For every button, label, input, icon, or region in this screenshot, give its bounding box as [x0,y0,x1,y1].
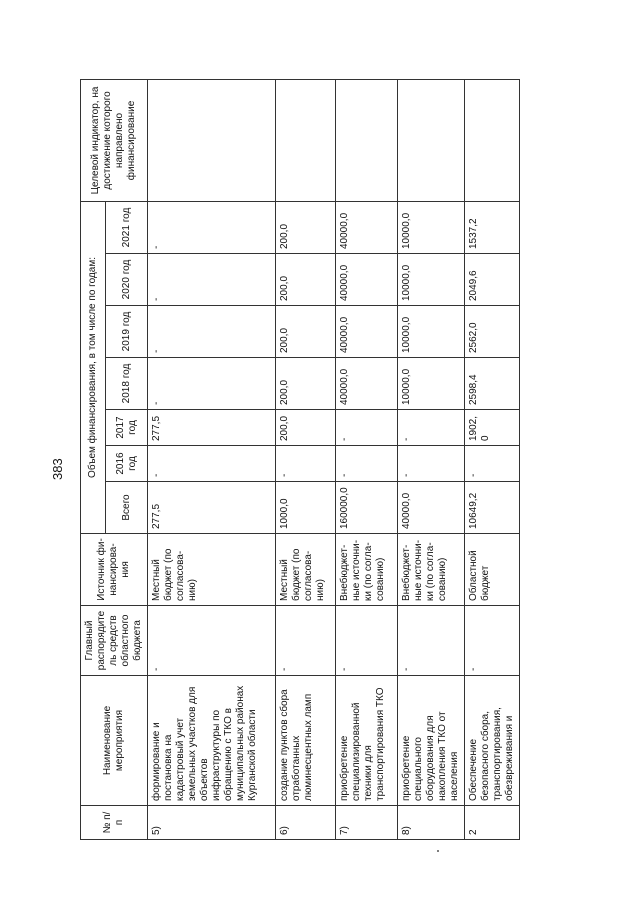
cell-manager: - [148,606,276,676]
cell-2017: 200,0 [276,410,336,446]
financing-table [80,79,520,840]
scan-speck [437,850,439,852]
header-volume: Объем финансирования, в том числе по годам: [81,201,106,533]
table-row [336,79,398,839]
header-manager: Главный распорядитель средств областного бюджета [81,606,148,676]
cell-target [276,79,336,201]
table-row [148,79,276,839]
cell-2021: - [148,201,276,253]
page-number: 383 [50,458,65,480]
cell-source: Местный бюджет (по согласова-нию) [276,534,336,606]
cell-total: 277,5 [148,482,276,534]
cell-2019: 10000,0 [398,306,465,358]
cell-2017: 277,5 [148,410,276,446]
cell-2018: 10000,0 [398,358,465,410]
cell-target [148,79,276,201]
header-2021: 2021 год [106,201,148,253]
header-2017: 2017 год [106,410,148,446]
header-row-1 [81,79,106,839]
cell-source: Внебюджет-ные источни-ки (по согла-сованию) [336,534,398,606]
cell-2019: 40000,0 [336,306,398,358]
cell-2019: - [148,306,276,358]
header-target: Целевой индикатор, на достижение которого направлено финансирование [81,79,148,201]
cell-num: 5) [148,806,276,840]
cell-manager: - [398,606,465,676]
cell-manager: - [336,606,398,676]
cell-2016: - [276,446,336,482]
cell-source: Областной бюджет [465,534,520,606]
cell-total: 1000,0 [276,482,336,534]
cell-num: 2 [465,806,520,840]
table-row [276,79,336,839]
cell-target [336,79,398,201]
cell-num: 8) [398,806,465,840]
cell-manager: - [276,606,336,676]
cell-total: 40000,0 [398,482,465,534]
cell-2018: 200,0 [276,358,336,410]
header-2016: 2016 год [106,446,148,482]
cell-source: Местный бюджет (по согласова-нию) [148,534,276,606]
cell-2016: - [465,446,520,482]
cell-name: приобретение специализированной техники для транспортирования ТКО [336,676,398,806]
cell-2020: 2049,6 [465,254,520,306]
cell-2016: - [336,446,398,482]
cell-num: 6) [276,806,336,840]
cell-2020: 10000,0 [398,254,465,306]
cell-2018: 40000,0 [336,358,398,410]
header-total: Всего [106,482,148,534]
cell-2021: 200,0 [276,201,336,253]
cell-num: 7) [336,806,398,840]
cell-2016: - [398,446,465,482]
cell-2017: - [398,410,465,446]
cell-2016: - [148,446,276,482]
cell-2018: - [148,358,276,410]
cell-2021: 40000,0 [336,201,398,253]
table-row [465,79,520,839]
header-2018: 2018 год [106,358,148,410]
cell-total: 160000,0 [336,482,398,534]
cell-name: приобретение специального оборудования для накопления ТКО от населения [398,676,465,806]
cell-2020: - [148,254,276,306]
cell-target [465,79,520,201]
cell-2019: 2562,0 [465,306,520,358]
cell-source: Внебюджет-ные источни-ки (по согла-сованию) [398,534,465,606]
cell-2020: 200,0 [276,254,336,306]
cell-total: 10649,2 [465,482,520,534]
cell-2020: 40000,0 [336,254,398,306]
cell-2017: 1902,0 [465,410,520,446]
cell-2021: 1537,2 [465,201,520,253]
header-2020: 2020 год [106,254,148,306]
cell-manager: - [465,606,520,676]
cell-name: формирование и постановка на кадастровый учет земельных участков для объектов инфраструктуры по обращению с ТКО в муниципальных районах Курганской области [148,676,276,806]
header-name: Наименование мероприятия [81,676,148,806]
table-row [398,79,465,839]
header-source: Источник фи-нансирова-ния [81,534,148,606]
cell-name: создание пунктов сбора отработанных люминесцентных ламп [276,676,336,806]
rotated-table-page [50,30,560,860]
cell-2019: 200,0 [276,306,336,358]
header-num: № п/п [81,806,148,840]
cell-2021: 10000,0 [398,201,465,253]
header-2019: 2019 год [106,306,148,358]
cell-2018: 2598,4 [465,358,520,410]
cell-target [398,79,465,201]
cell-name: Обеспечение безопасного сбора, транспортирования, обезвреживания и [465,676,520,806]
cell-2017: - [336,410,398,446]
